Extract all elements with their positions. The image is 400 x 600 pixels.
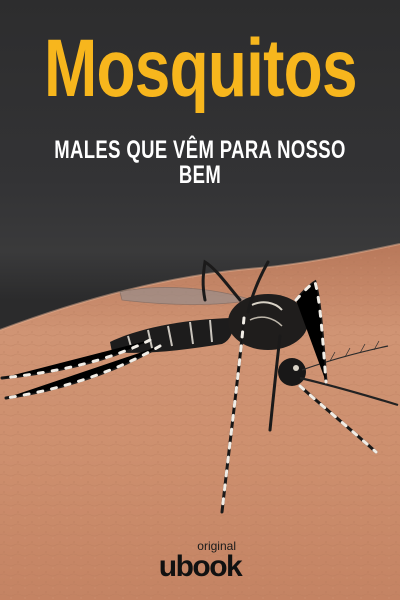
cover-subtitle: MALES QUE VÊM PARA NOSSO BEM xyxy=(54,136,346,189)
brand-name: ubook xyxy=(158,550,242,583)
publisher-logo xyxy=(150,540,250,584)
brand-tagline: original xyxy=(197,539,236,553)
cover-title: Mosquitos xyxy=(44,23,357,114)
